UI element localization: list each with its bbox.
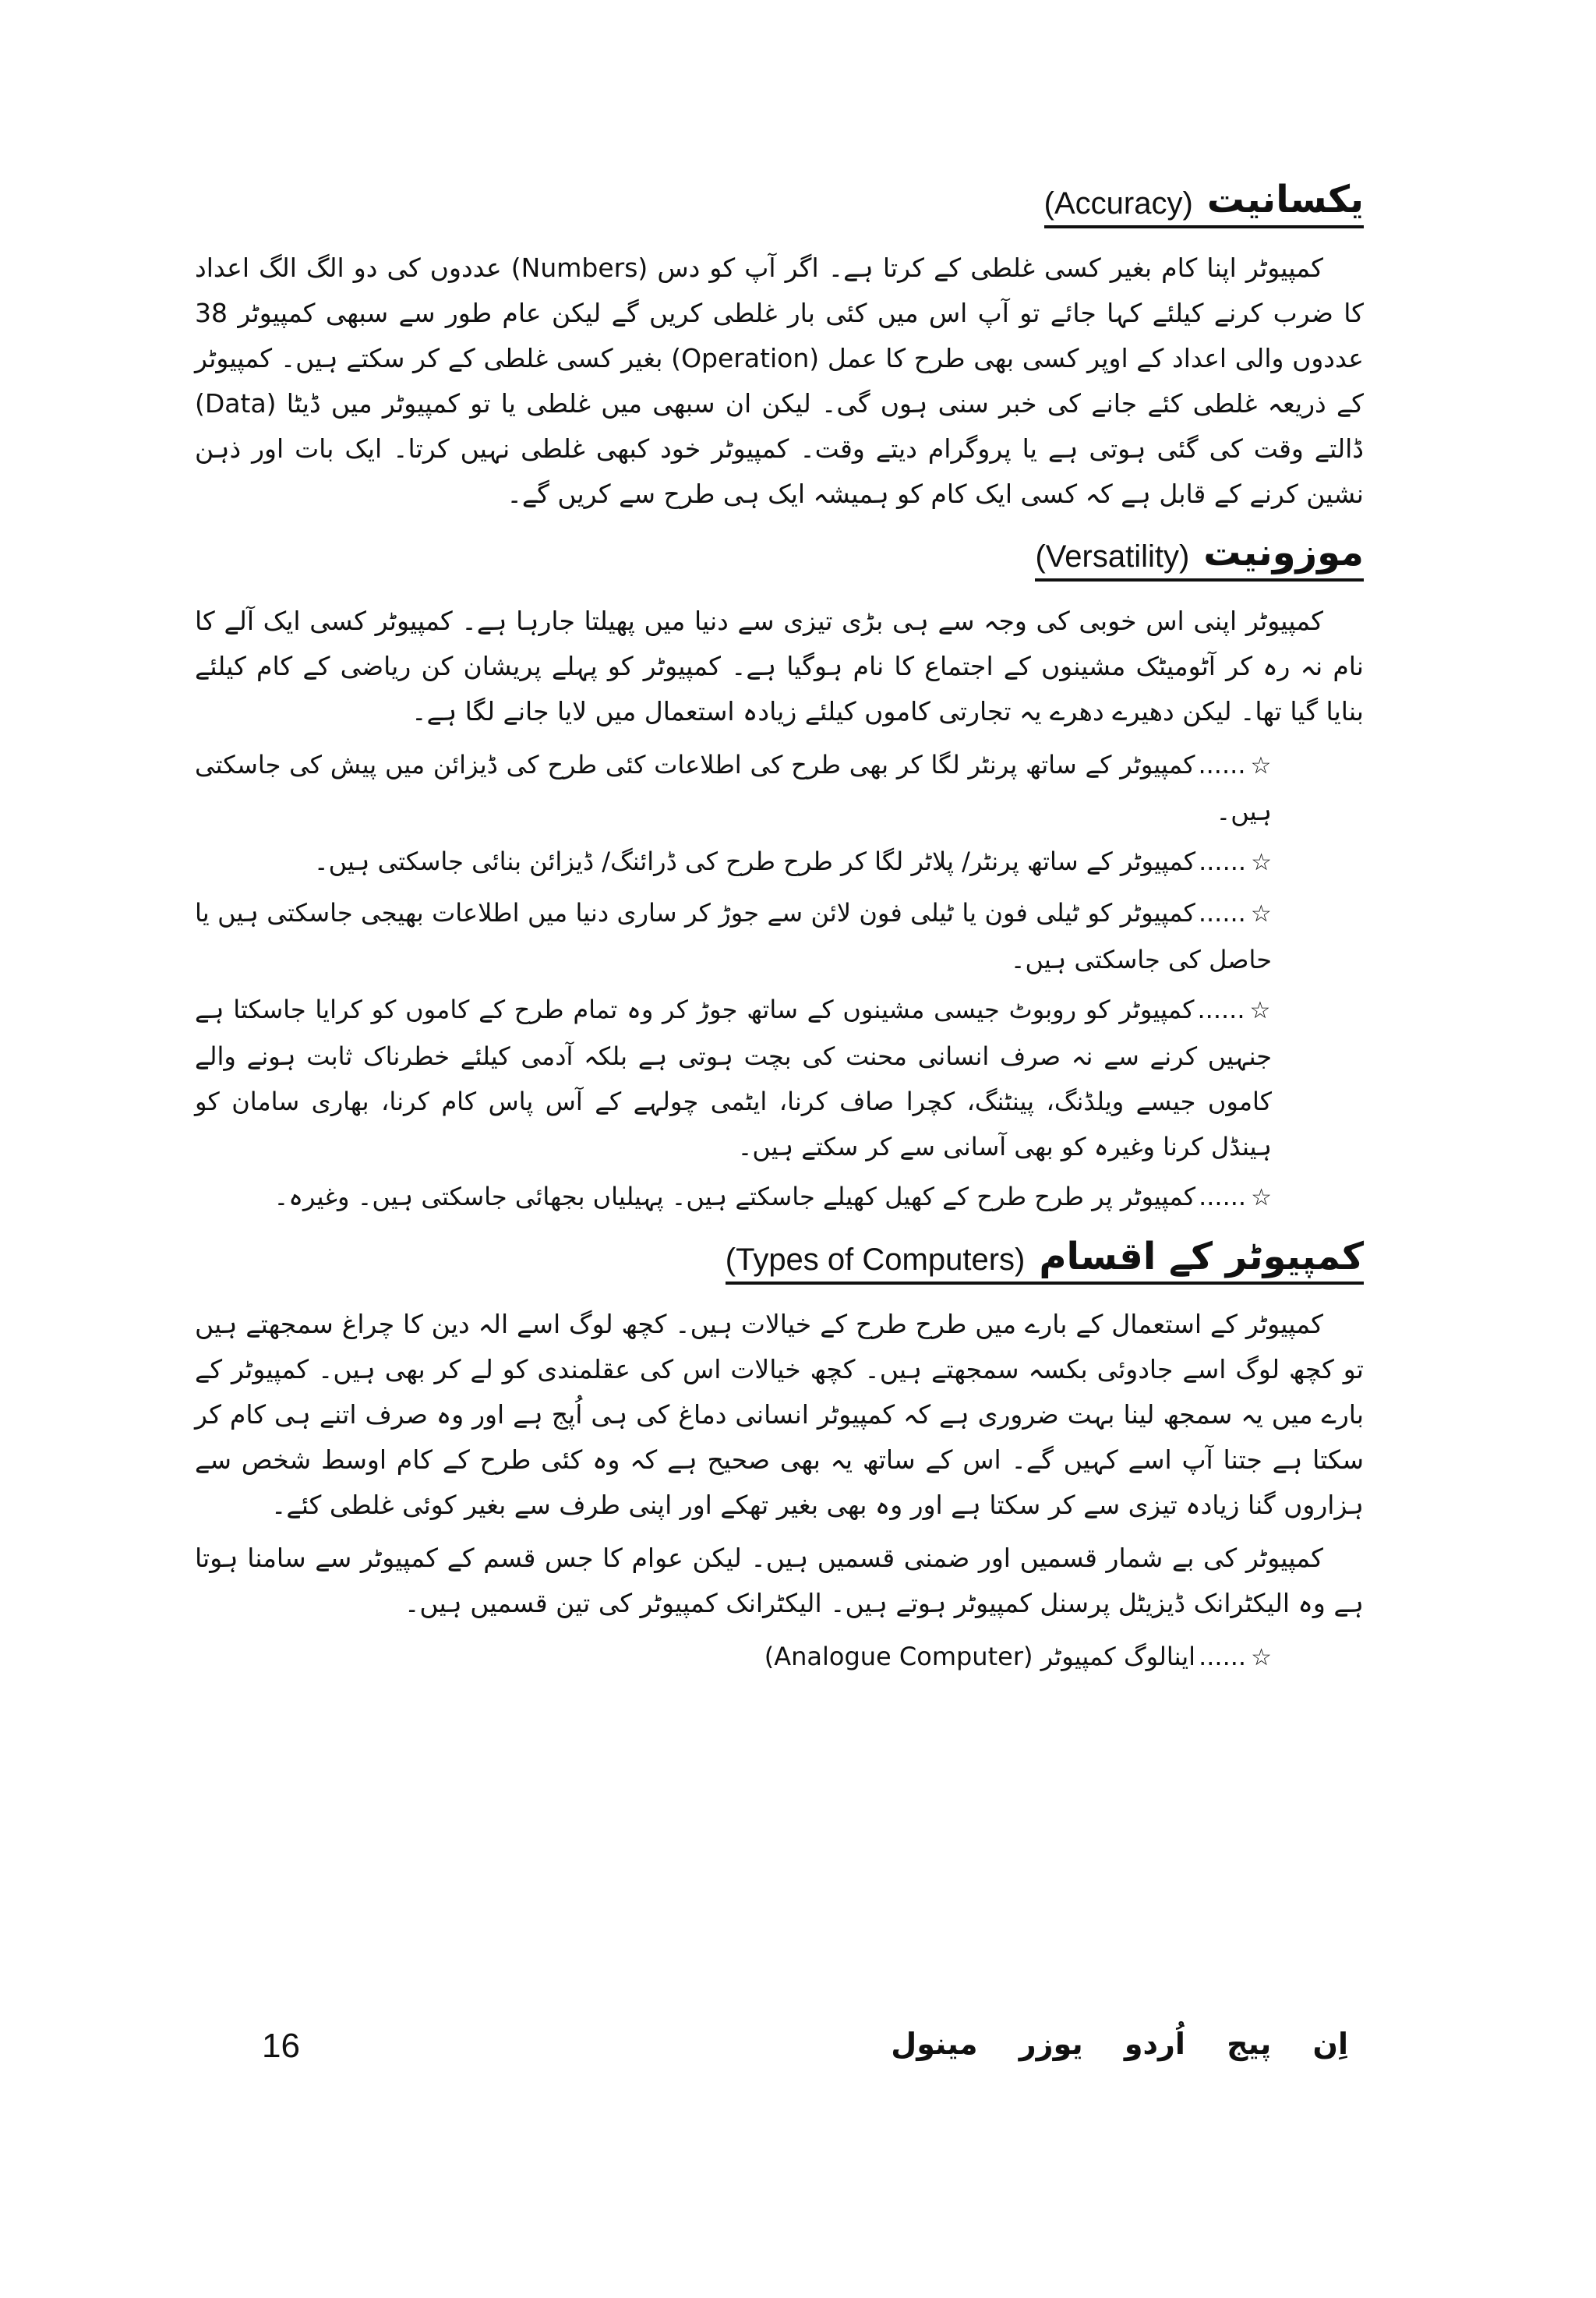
heading-english: (Types of Computers) [725,1243,1026,1278]
bullet-text: کمپیوٹر کو ٹیلی فون یا ٹیلی فون لائن سے جوڑ کر ساری دنیا میں اطلاعات بھیجی جاسکتی ہیں یا حاصل کی جاسکتی ہیں۔ [195,897,1272,974]
section-accuracy [195,179,1364,517]
heading-urdu: موزونیت [1203,530,1364,574]
section-types-of-computers [195,1236,1364,1681]
list-item [195,742,1272,834]
star-icon: ☆ [1251,848,1272,876]
list-item [195,890,1272,982]
bullet-dots: ...... [1199,846,1247,876]
page-footer [195,2027,1348,2089]
paragraph: کمپیوٹر اپنی اس خوبی کی وجہ سے ہی بڑی تیزی سے دنیا میں پھیلتا جارہا ہے۔ کمپیوٹر کسی ایک آلے کا نام نہ رہ کر آٹومیٹک مشینوں کے اجتماع کا نام ہوگیا ہے۔ کمپیوٹر کو پہلے پریشان کن ریاضی کے کام کیلئے بنایا گیا تھا۔ لیکن دھیرے دھرے یہ تجارتی کاموں کیلئے زیادہ استعمال میں لایا جانے لگا ہے۔ [195,605,1364,727]
star-icon: ☆ [1251,1644,1272,1672]
section-heading [1035,532,1364,582]
paragraph: کمپیوٹر کے استعمال کے بارے میں طرح طرح کے خیالات ہیں۔ کچھ لوگ اسے الہ دین کا چراغ سمجھتے ہیں تو کچھ لوگ اسے جادوئی بکسہ سمجھتے ہیں۔ کچھ خیالات اس کی عقلمندی کو لے کر بھی ہیں۔ کمپیوٹر کے بارے میں یہ سمجھ لینا بہت ضروری ہے کہ کمپیوٹر انسانی دماغ کی ہی اُپج ہے اور وہ صرف اتنے ہی کام کر سکتا ہے جتنا آپ اسے کہیں گے۔ اس کے ساتھ یہ بھی صحیح ہے کہ وہ کئی طرح کے کام اوسط شخص سے ہزاروں گنا زیادہ تیزی سے کر سکتا ہے اور وہ بھی بغیر تھکے اور اپنی طرف سے بغیر کوئی غلطی کئے۔ [195,1309,1364,1521]
section-heading [1044,179,1364,228]
list-item [195,1174,1272,1221]
heading-english: (Accuracy) [1043,186,1193,221]
footer-title: اِن پیج اُردو یوزر مینول [891,2027,1348,2061]
bullet-text: اینالوگ کمپیوٹر (Analogue Computer) [764,1642,1196,1672]
bullet-list [195,1634,1364,1681]
bullet-dots: ...... [1199,1181,1247,1211]
bullet-dots: ...... [1199,1642,1247,1672]
paragraph: کمپیوٹر کی بے شمار قسمیں اور ضمنی قسمیں ہیں۔ لیکن عوام کا جس قسم کے کمپیوٹر سے سامنا ہوتا ہے وہ الیکٹرانک ڈیزیٹل پرسنل کمپیوٹر ہوتے ہیں۔ الیکٹرانک کمپیوٹر کی تین قسمیں ہیں۔ [195,1543,1364,1619]
bullet-text: کمپیوٹر پر طرح طرح کے کھیل کھیلے جاسکتے ہیں۔ پہیلیاں بجھائی جاسکتی ہیں۔ وغیرہ۔ [274,1181,1196,1211]
list-item [195,839,1272,886]
bullet-text: کمپیوٹر کو روبوٹ جیسی مشینوں کے ساتھ جوڑ کر وہ تمام طرح کے کاموں کو کرایا جاسکتا ہے جنہیں کرنے سے نہ صرف انسانی محنت کی بچت ہوتی ہے بلکہ آدمی کیلئے خطرناک ثابت ہونے والے کاموں جیسے ویلڈنگ، پینٹنگ، کچرا صاف کرنا، ایٹمی چولہے کے آس پاس کام کرنا، بھاری سامان کو ہینڈل کرنا وغیرہ کو بھی آسانی سے کر سکتے ہیں۔ [195,994,1272,1161]
bullet-text: کمپیوٹر کے ساتھ پرنٹر/ پلاٹر لگا کر طرح طرح کی ڈرائنگ/ ڈیزائن بنائی جاسکتی ہیں۔ [313,846,1196,876]
document-page [195,164,1364,2190]
heading-english: (Versatility) [1035,539,1190,574]
list-item [195,987,1272,1169]
star-icon: ☆ [1250,900,1272,928]
heading-urdu: کمپیوٹر کے اقسام [1039,1234,1364,1278]
section-versatility [195,532,1364,1221]
bullet-list [195,742,1364,1221]
bullet-dots: ...... [1197,994,1245,1024]
star-icon: ☆ [1249,996,1272,1024]
star-icon: ☆ [1250,751,1272,780]
star-icon: ☆ [1251,1183,1272,1211]
heading-urdu: یکسانیت [1206,178,1364,221]
list-item [195,1634,1272,1681]
section-heading [726,1236,1364,1285]
bullet-text: کمپیوٹر کے ساتھ پرنٹر لگا کر بھی طرح کی اطلاعات کئی طرح کی ڈیزائن میں پیش کی جاسکتی ہیں۔ [195,749,1272,826]
bullet-dots: ...... [1198,897,1246,928]
bullet-dots: ...... [1198,749,1246,780]
paragraph: کمپیوٹر اپنا کام بغیر کسی غلطی کے کرتا ہے۔ اگر آپ کو دس (Numbers) عددوں کی دو الگ الگ اعداد کا ضرب کرنے کیلئے کہا جائے تو آپ اس میں کئی بار غلطی کریں گے لیکن عام طور سے سبھی کمپیوٹر 38 عددوں والی اعداد کے اوپر کسی بھی طرح کا عمل (Operation) بغیر کسی غلطی کے کر سکتے ہیں۔ کمپیوٹر کے ذریعہ غلطی کئے جانے کی خبر سنی ہوں گی۔ لیکن ان سبھی میں غلطی یا تو کمپیوٹر میں ڈیٹا (Data) ڈالتے وقت کی گئی ہوتی ہے یا پروگرام دیتے وقت۔ کمپیوٹر خود کبھی غلطی نہیں کرتا۔ ایک بات اور ذہن نشین کرنے کے قابل ہے کہ کسی ایک کام کو ہمیشہ ایک ہی طرح سے کریں گے۔ [195,252,1364,509]
page-number: 16 [262,2027,300,2065]
